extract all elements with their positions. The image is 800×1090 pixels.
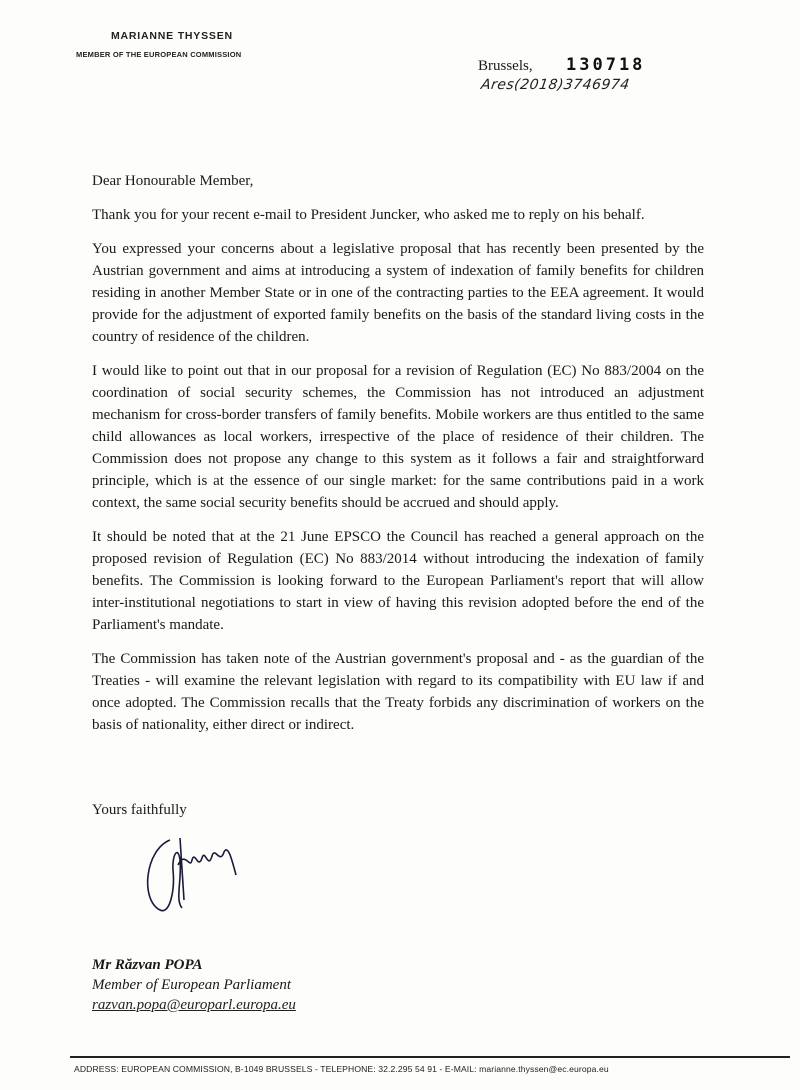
signature-icon: [140, 830, 250, 920]
paragraph-5: The Commission has taken note of the Austrian government's proposal and - as the guardian of the Treaties - will examine the relevant legislation with regard to its compatibility with EU law if and once adopted. The Commission recalls that the Treaty forbids any discrimination of workers on the basis of nationality, either direct or indirect.: [92, 651, 704, 733]
recipient-block: [92, 955, 296, 1015]
footer-address: ADDRESS: EUROPEAN COMMISSION, B-1049 BRUSSELS - TELEPHONE: 32.2.295 54 91 - E-MAIL: marianne.thyssen@ec.europa.eu: [74, 1064, 609, 1074]
date-stamp: 130718: [566, 55, 646, 75]
paragraph-2: You expressed your concerns about a legislative proposal that has recently been presented by the Austrian government and aims at introducing a system of indexation of family benefits for children residing in another Member State or in one of the contracting parties to the EEA agreement. It would provide for the adjustment of exported family benefits on the basis of the standard living costs in the country of residence of the children.: [92, 241, 704, 345]
recipient-name: Mr Răzvan POPA: [92, 957, 203, 973]
recipient-email-link[interactable]: razvan.popa@europarl.europa.eu: [92, 997, 296, 1013]
footer-divider: [70, 1056, 790, 1058]
closing: Yours faithfully: [92, 802, 187, 818]
city: Brussels,: [478, 58, 533, 74]
paragraph-3: I would like to point out that in our proposal for a revision of Regulation (EC) No 883/2004 on the coordination of social security schemes, the Commission has not introduced an adjustment mechanism for cross-border transfers of family benefits. Mobile workers are thus entitled to the same child allowances as local workers, irrespective of the place of residence of their children. The Commission does not propose any change to this system as it follows a fair and straightforward principle, which is at the essence of our single market: for the same contributions paid in a work context, the same social security benefits should be accrued and should apply.: [92, 363, 704, 511]
letter-body: [92, 170, 704, 748]
recipient-role: Member of European Parliament: [92, 977, 291, 993]
reference-number: Ares(2018)3746974: [479, 77, 631, 93]
salutation: Dear Honourable Member,: [92, 173, 254, 189]
commissioner-title: MEMBER OF THE EUROPEAN COMMISSION: [76, 50, 242, 59]
paragraph-4: It should be noted that at the 21 June EPSCO the Council has reached a general approach on the proposed revision of Regulation (EC) No 883/2014 without introducing the indexation of family benefits. The Commission is looking forward to the European Parliament's report that will allow inter-institutional negotiations to start in view of having this revision adopted before the end of the Parliament's mandate.: [92, 529, 704, 633]
commissioner-name: MARIANNE THYSSEN: [111, 30, 233, 42]
paragraph-1: Thank you for your recent e-mail to President Juncker, who asked me to reply on his behalf.: [92, 207, 645, 223]
